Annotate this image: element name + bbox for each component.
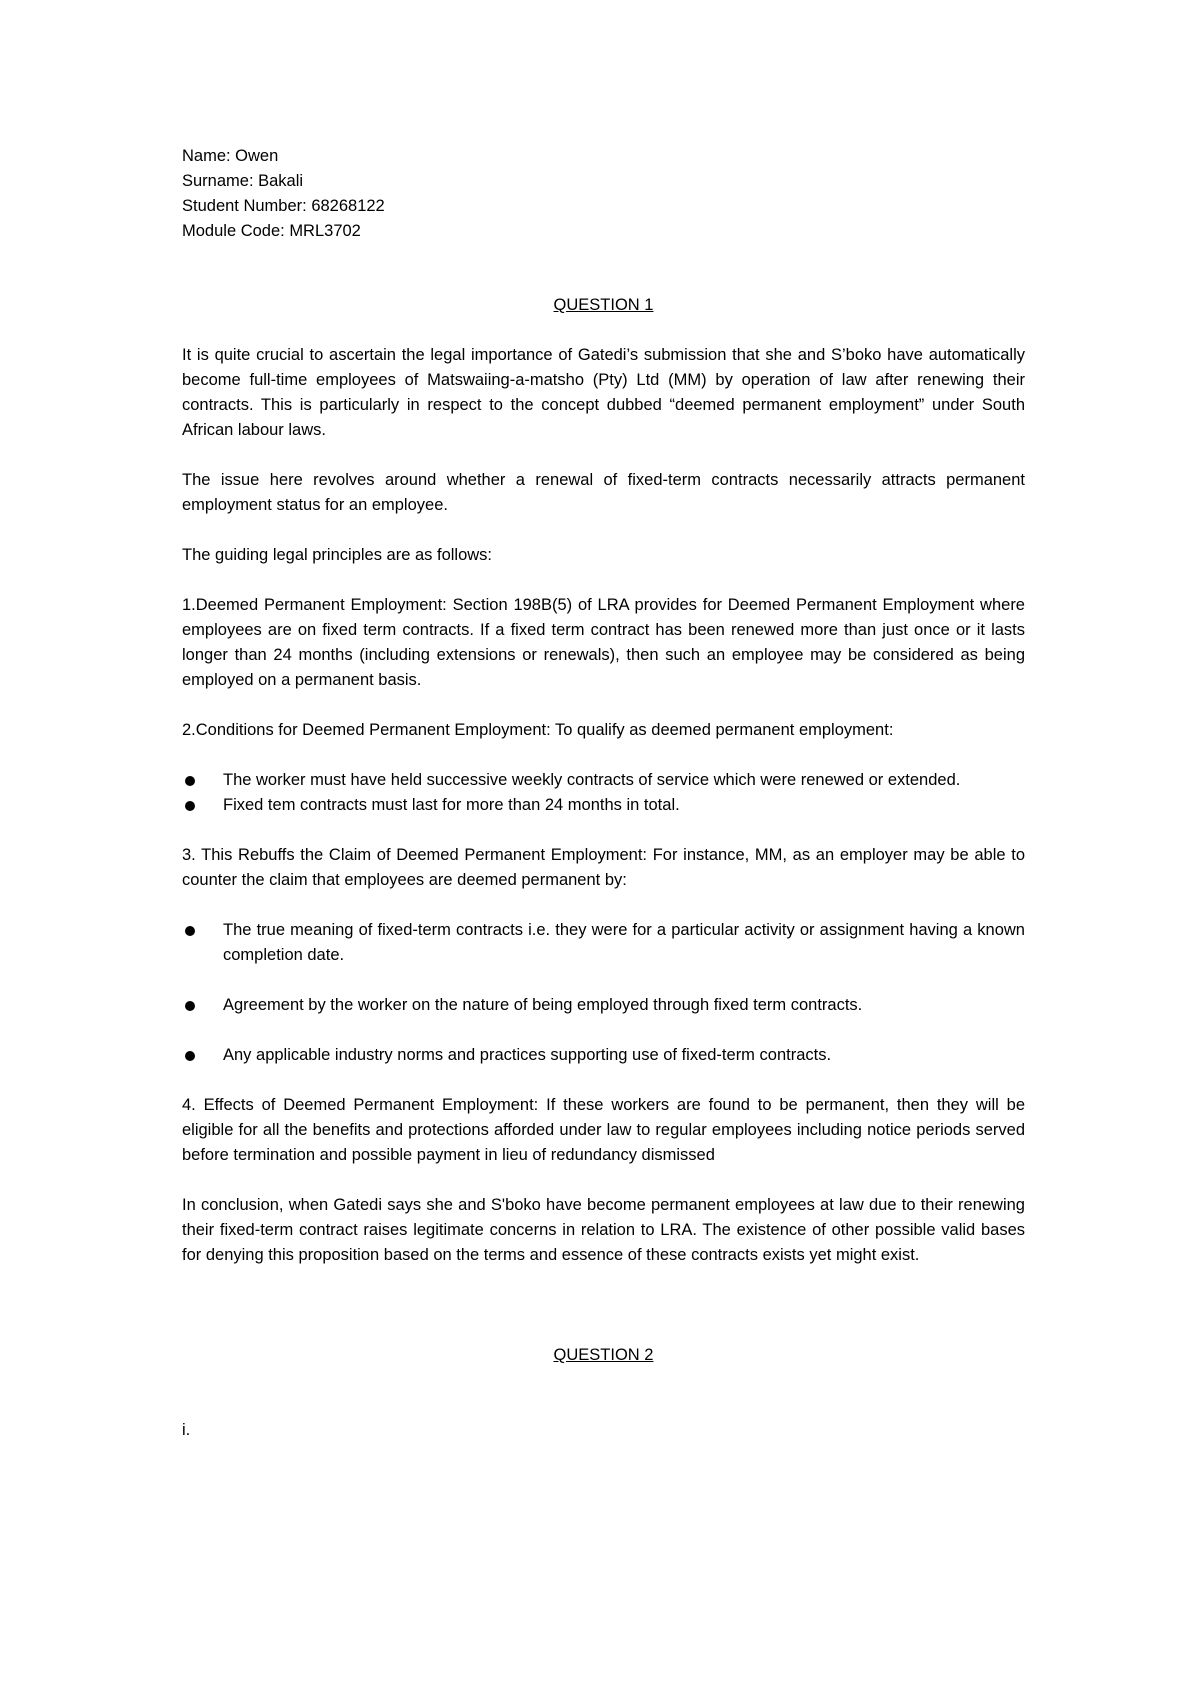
principle-3-bullets bbox=[182, 918, 1025, 1068]
bullet-icon bbox=[185, 1001, 195, 1011]
principle-4: 4. Effects of Deemed Permanent Employment: If these workers are found to be permanent, then they will be eligible for all the benefits and protections afforded under law to regular employees including notice periods served before termination and possible payment in lieu of redundancy dismissed bbox=[182, 1096, 1025, 1164]
module-code: Module Code: MRL3702 bbox=[182, 222, 361, 240]
document-page bbox=[182, 144, 1025, 1443]
bullet-item: Any applicable industry norms and practices supporting use of fixed-term contracts. bbox=[182, 1043, 1025, 1068]
bullet-icon bbox=[185, 776, 195, 786]
bullet-item: The true meaning of fixed-term contracts i.e. they were for a particular activity or assignment having a known completion date. bbox=[182, 918, 1025, 968]
question-2-item-i: i. bbox=[182, 1421, 191, 1439]
principle-2-bullets bbox=[182, 768, 1025, 818]
bullet-icon bbox=[185, 926, 195, 936]
principles-intro: The guiding legal principles are as follows: bbox=[182, 546, 493, 564]
student-details bbox=[182, 144, 1025, 244]
bullet-item: Fixed tem contracts must last for more than 24 months in total. bbox=[182, 793, 1025, 818]
question-2-heading: QUESTION 2 bbox=[553, 1346, 654, 1364]
student-name: Name: Owen bbox=[182, 147, 279, 165]
bullet-item: The worker must have held successive weekly contracts of service which were renewed or extended. bbox=[182, 768, 1025, 793]
bullet-item: Agreement by the worker on the nature of being employed through fixed term contracts. bbox=[182, 993, 1025, 1018]
question-1-issue: The issue here revolves around whether a renewal of fixed-term contracts necessarily attracts permanent employment status for an employee. bbox=[182, 471, 1025, 514]
bullet-icon bbox=[185, 801, 195, 811]
question-1-heading: QUESTION 1 bbox=[553, 296, 654, 314]
question-1-intro: It is quite crucial to ascertain the legal importance of Gatedi’s submission that she and S’boko have automatically become full-time employees of Matswaiing-a-matsho (Pty) Ltd (MM) by operation of law after renewing their contracts. This is particularly in respect to the concept dubbed “deemed permanent employment” under South African labour laws. bbox=[182, 346, 1025, 439]
principle-1: 1.Deemed Permanent Employment: Section 198B(5) of LRA provides for Deemed Permanent Employment where employees are on fixed term contracts. If a fixed term contract has been renewed more than just once or it lasts longer than 24 months (including extensions or renewals), then such an employee may be considered as being employed on a permanent basis. bbox=[182, 596, 1025, 689]
principle-3: 3. This Rebuffs the Claim of Deemed Permanent Employment: For instance, MM, as an employer may be able to counter the claim that employees are deemed permanent by: bbox=[182, 846, 1025, 889]
student-number: Student Number: 68268122 bbox=[182, 197, 385, 215]
bullet-icon bbox=[185, 1051, 195, 1061]
student-surname: Surname: Bakali bbox=[182, 172, 304, 190]
conclusion: In conclusion, when Gatedi says she and S'boko have become permanent employees at law due to their renewing their fixed-term contract raises legitimate concerns in relation to LRA. The existence of other possible valid bases for denying this proposition based on the terms and essence of these contracts exists yet might exist. bbox=[182, 1196, 1025, 1264]
principle-2: 2.Conditions for Deemed Permanent Employment: To qualify as deemed permanent employment: bbox=[182, 721, 894, 739]
